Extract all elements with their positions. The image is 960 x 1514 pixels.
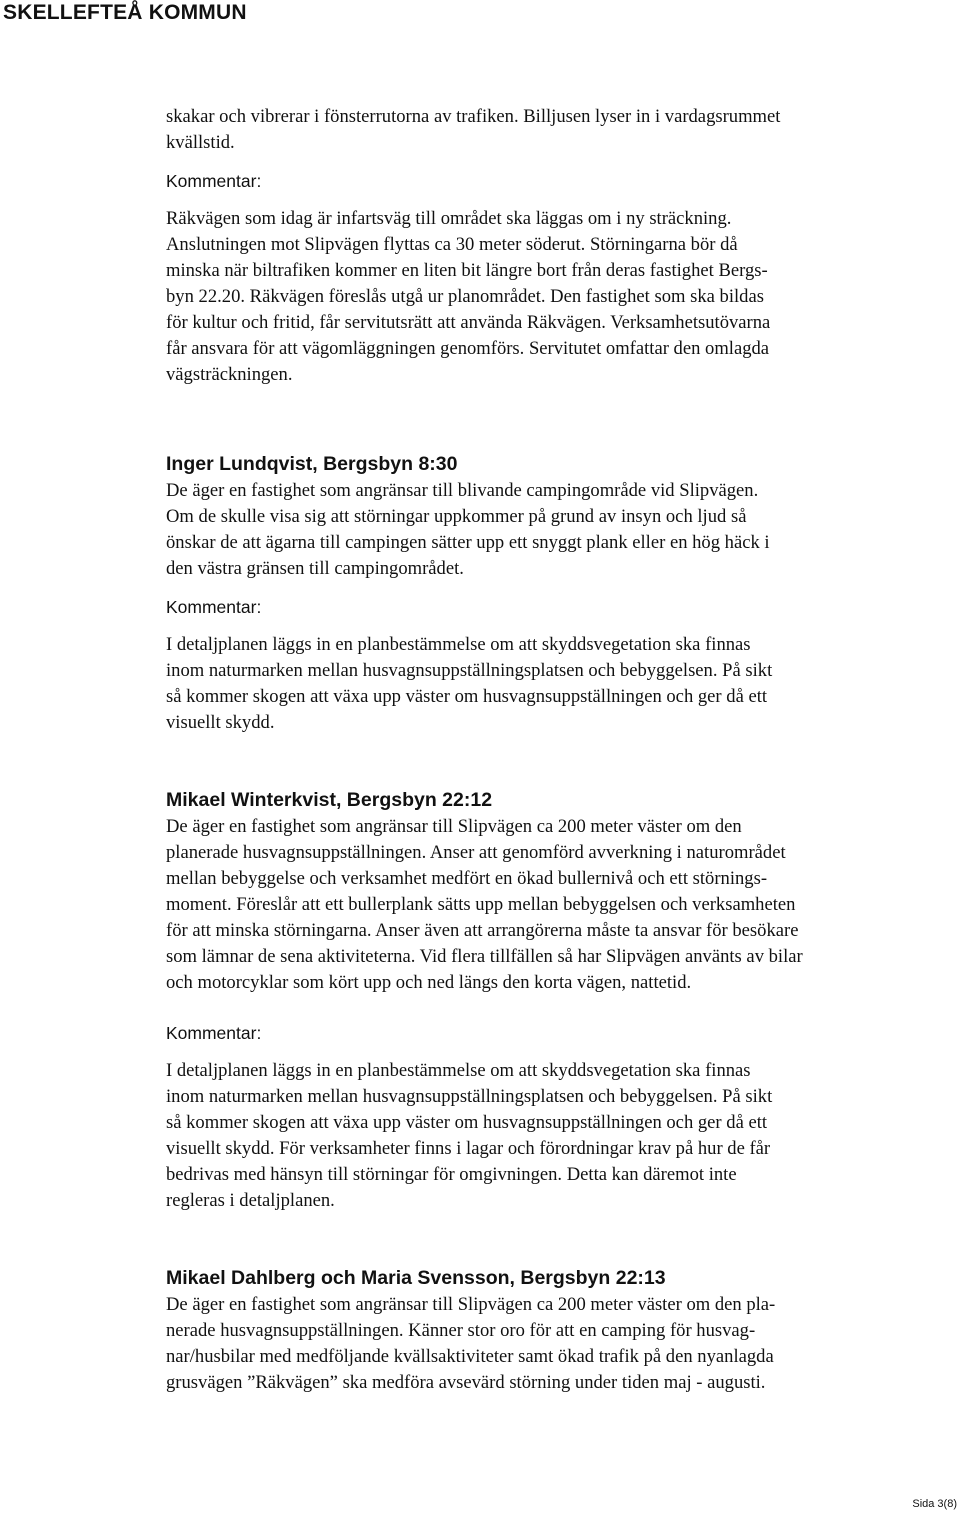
section-body (166, 814, 958, 996)
text-line: grusvägen ”Räkvägen” ska medföra avsevärd störning under tiden maj - augusti. (166, 1372, 766, 1393)
text-line: Anslutningen mot Slipvägen flyttas ca 30 meter söderut. Störningarna bör då (166, 234, 738, 255)
text-line: De äger en fastighet som angränsar till Slipvägen ca 200 meter väster om den pla- (166, 1294, 776, 1315)
text-line: så kommer skogen att växa upp väster om husvagnsuppställningen och ger då ett (166, 1112, 768, 1133)
section-body (166, 478, 958, 582)
comment-paragraph (166, 206, 958, 388)
text-line: moment. Föreslår att ett bullerplank sätts upp mellan bebyggelsen och verksamheten (166, 894, 796, 915)
text-line: visuellt skydd. (166, 712, 275, 733)
text-line: den västra gränsen till campingområdet. (166, 558, 464, 579)
text-line: inom naturmarken mellan husvagnsuppställningsplatsen och bebyggelsen. På sikt (166, 660, 773, 681)
kommentar-label: Kommentar: (166, 1023, 262, 1043)
text-line: byn 22.20. Räkvägen föreslås utgå ur planområdet. Den fastighet som ska bildas (166, 286, 764, 307)
text-line: så kommer skogen att växa upp väster om husvagnsuppställningen och ger då ett (166, 686, 768, 707)
kommentar-label: Kommentar: (166, 171, 262, 191)
text-line: skakar och vibrerar i fönsterrutorna av trafiken. Billjusen lyser in i vardagsrummet (166, 106, 781, 127)
text-line: önskar de att ägarna till campingen sätter upp ett snyggt plank eller en hög häck i (166, 532, 770, 553)
text-line: nerade husvagnsuppställningen. Känner stor oro för att en camping för husvag- (166, 1320, 756, 1341)
kommentar-label: Kommentar: (166, 597, 262, 617)
text-line: får ansvara för att vägomläggningen genomförs. Servitutet omfattar den omlagda (166, 338, 770, 359)
text-line: I detaljplanen läggs in en planbestämmelse om att skyddsvegetation ska finnas (166, 1060, 751, 1081)
text-line: planerade husvagnsuppställningen. Anser att genomförd avverkning i naturområdet (166, 842, 786, 863)
text-line: kvällstid. (166, 132, 235, 153)
text-line: inom naturmarken mellan husvagnsuppställningsplatsen och bebyggelsen. På sikt (166, 1086, 773, 1107)
text-line: nar/husbilar med medföljande kvällsaktiviteter samt ökad trafik på den nyanlagda (166, 1346, 774, 1367)
text-line: minska när biltrafiken kommer en liten bit längre bort från deras fastighet Bergs- (166, 260, 768, 281)
text-line: för kultur och fritid, får servitutsrätt att använda Räkvägen. Verksamhetsutövarna (166, 312, 771, 333)
intro-paragraph (166, 104, 958, 156)
text-line: Om de skulle visa sig att störningar uppkommer på grund av insyn och ljud så (166, 506, 747, 527)
text-line: regleras i detaljplanen. (166, 1190, 335, 1211)
text-line: Räkvägen som idag är infartsväg till området ska läggas om i ny sträckning. (166, 208, 732, 229)
text-line: I detaljplanen läggs in en planbestämmelse om att skyddsvegetation ska finnas (166, 634, 751, 655)
comment-paragraph (166, 1058, 958, 1214)
text-line: som lämnar de sena aktiviteterna. Vid flera tillfällen så har Slipvägen använts av bilar (166, 946, 803, 967)
text-line: De äger en fastighet som angränsar till Slipvägen ca 200 meter väster om den (166, 816, 742, 837)
text-line: och motorcyklar som kört upp och ned längs den korta vägen, nattetid. (166, 972, 692, 993)
page-number: Sida 3(8) (912, 1498, 957, 1510)
text-line: för att minska störningarna. Anser även att arrangörerna måste ta ansvar för besökare (166, 920, 799, 941)
text-line: vägsträckningen. (166, 364, 293, 385)
section-title: Mikael Winterkvist, Bergsbyn 22:12 (166, 789, 493, 811)
organization-header: SKELLEFTEÅ KOMMUN (3, 1, 247, 24)
section-body (166, 1292, 958, 1396)
text-line: visuellt skydd. För verksamheter finns i lagar och förordningar krav på hur de får (166, 1138, 771, 1159)
section-title: Inger Lundqvist, Bergsbyn 8:30 (166, 453, 458, 475)
comment-paragraph (166, 632, 958, 736)
section-title: Mikael Dahlberg och Maria Svensson, Bergsbyn 22:13 (166, 1267, 666, 1289)
text-line: mellan bebyggelse och verksamhet medfört en ökad bullernivå och ett störnings- (166, 868, 768, 889)
text-line: bedrivas med hänsyn till störningar för omgivningen. Detta kan däremot inte (166, 1164, 737, 1185)
document-body (166, 104, 958, 1396)
text-line: De äger en fastighet som angränsar till blivande campingområde vid Slipvägen. (166, 480, 759, 501)
